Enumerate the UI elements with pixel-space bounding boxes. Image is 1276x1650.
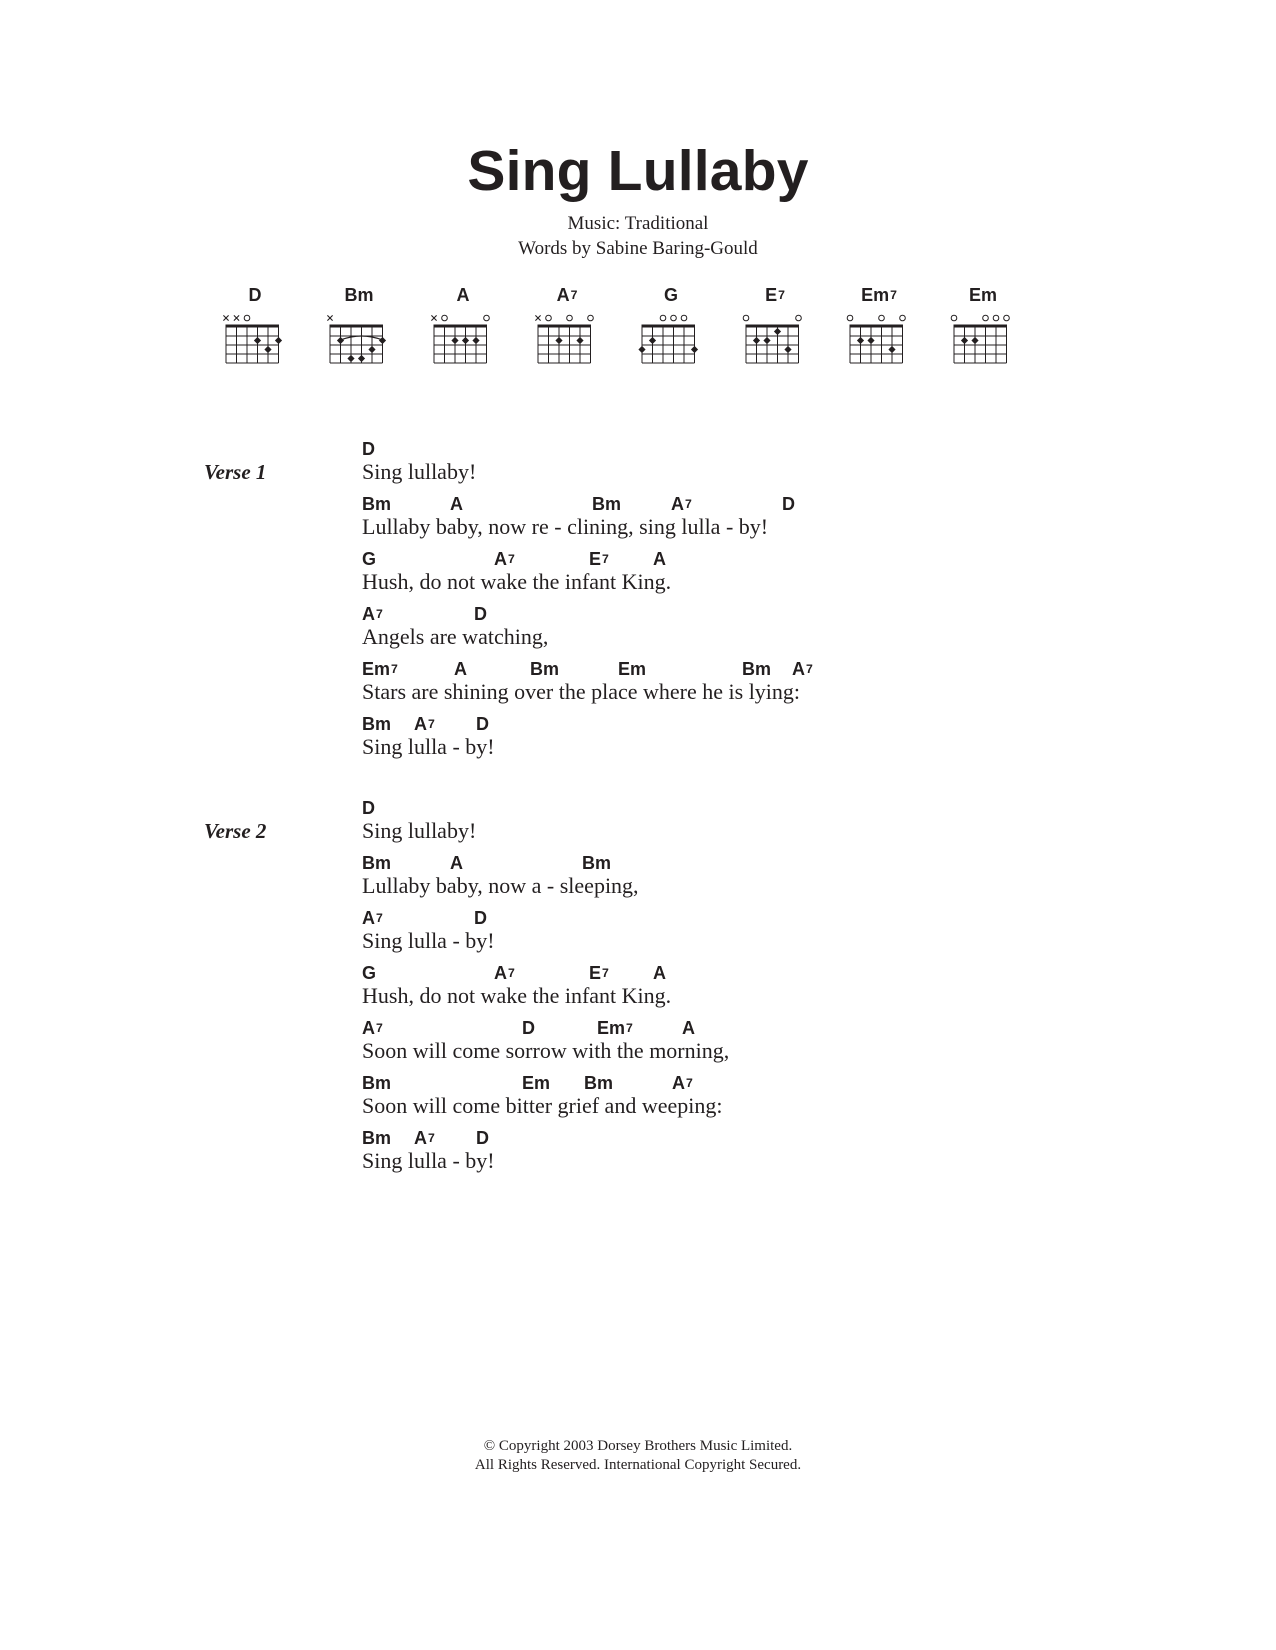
open-string-marker xyxy=(567,315,573,321)
chord-root: Bm xyxy=(530,659,560,679)
chord-root: A xyxy=(494,549,507,569)
finger-dot xyxy=(451,337,458,344)
nut xyxy=(954,325,1008,328)
chord-root: D xyxy=(362,798,375,818)
chord-root: A xyxy=(682,1018,695,1038)
open-string-marker xyxy=(879,315,885,321)
chord-root: A xyxy=(362,908,375,928)
chord-root: A xyxy=(450,853,463,873)
chord-root: E xyxy=(589,549,602,569)
chord-root: Bm xyxy=(362,1128,392,1148)
finger-dot xyxy=(264,346,271,353)
chord-diagram-name xyxy=(225,285,285,305)
muted-string-marker xyxy=(234,315,239,320)
chord-symbol xyxy=(362,713,391,735)
finger-dot xyxy=(462,337,469,344)
chord-root: Bm xyxy=(362,853,392,873)
finger-dot xyxy=(368,346,375,353)
chord-root: A xyxy=(653,963,666,983)
chord-root: A xyxy=(454,659,467,679)
chord-extension: 7 xyxy=(376,910,383,925)
finger-dot xyxy=(347,355,354,362)
chord-root: D xyxy=(362,439,375,459)
chord-root: D xyxy=(782,494,795,514)
chord-diagram-name xyxy=(849,285,909,305)
finger-dot xyxy=(753,337,760,344)
chord-symbol xyxy=(653,962,666,984)
chord-symbol xyxy=(589,548,609,570)
open-string-marker xyxy=(660,315,666,321)
section-label: Verse 1 xyxy=(204,460,267,484)
chord-diagram xyxy=(329,285,399,365)
chord-root: Bm xyxy=(592,494,622,514)
chord-diagram xyxy=(849,285,919,365)
chord-root: A xyxy=(494,963,507,983)
chord-diagram xyxy=(953,285,1023,365)
finger-dot xyxy=(275,337,282,344)
chord-root: D xyxy=(476,1128,489,1148)
chord-diagram xyxy=(641,285,711,365)
chord-symbol xyxy=(782,493,795,515)
chord-symbol xyxy=(362,907,383,929)
chord-extension: 7 xyxy=(376,1020,383,1035)
chord-root: D xyxy=(474,908,487,928)
chord-symbol xyxy=(362,493,391,515)
open-string-marker xyxy=(993,315,999,321)
chord-root: A xyxy=(362,1018,375,1038)
open-string-marker xyxy=(951,315,957,321)
lyric-text: Hush, do not wake the infant King. xyxy=(362,983,672,1008)
chord-root: A xyxy=(414,714,427,734)
music-credit: Music: Traditional xyxy=(567,213,709,234)
chord-diagram-name xyxy=(641,285,701,305)
lyric-text: Sing lullaby! xyxy=(362,818,477,843)
chord-symbol xyxy=(414,1127,435,1149)
chord-symbol xyxy=(530,658,559,680)
chord-extension: 7 xyxy=(508,965,515,980)
fretboard-grid xyxy=(427,303,499,369)
finger-dot xyxy=(472,337,479,344)
chord-symbol xyxy=(682,1017,695,1039)
fretboard-grid xyxy=(947,303,1019,369)
chord-symbol xyxy=(362,962,376,984)
chord-symbol xyxy=(362,852,391,874)
finger-dot xyxy=(555,337,562,344)
chord-extension: 7 xyxy=(508,551,515,566)
open-string-marker xyxy=(244,315,250,321)
chord-symbol xyxy=(792,658,813,680)
finger-dot xyxy=(763,337,770,344)
fretboard-grid xyxy=(531,303,603,369)
open-string-marker xyxy=(796,315,802,321)
open-string-marker xyxy=(900,315,906,321)
finger-dot xyxy=(649,337,656,344)
section-label: Verse 2 xyxy=(204,819,267,843)
chord-symbol xyxy=(476,1127,489,1149)
open-string-marker xyxy=(484,315,490,321)
chord-extension: 7 xyxy=(428,716,435,731)
chord-root: A xyxy=(792,659,805,679)
chord-symbol xyxy=(414,713,435,735)
open-string-marker xyxy=(743,315,749,321)
chord-diagram-name xyxy=(953,285,1013,305)
chord-symbol xyxy=(589,962,609,984)
chord-root: E xyxy=(589,963,602,983)
nut xyxy=(850,325,904,328)
chord-root: Bm xyxy=(362,714,392,734)
nut xyxy=(746,325,800,328)
nut xyxy=(226,325,280,328)
chord-diagram xyxy=(745,285,815,365)
nut xyxy=(538,325,592,328)
muted-string-marker xyxy=(327,315,332,320)
lyric-text: Stars are shining over the place where he is lying: xyxy=(362,679,801,704)
chord-symbol xyxy=(522,1017,535,1039)
finger-dot xyxy=(691,346,698,353)
chord-extension: 7 xyxy=(428,1130,435,1145)
copyright-line: © Copyright 2003 Dorsey Brothers Music Limited. xyxy=(483,1438,793,1454)
chord-root: D xyxy=(474,604,487,624)
chord-symbol xyxy=(522,1072,550,1094)
chord-root: A xyxy=(456,285,470,305)
lyric-text: Soon will come sorrow with the morning, xyxy=(362,1038,730,1063)
chord-symbol xyxy=(671,493,692,515)
chord-root: Em xyxy=(618,659,647,679)
lyric-text: Hush, do not wake the infant King. xyxy=(362,569,672,594)
chord-symbol xyxy=(362,1017,383,1039)
chord-symbol xyxy=(362,548,376,570)
chord-symbol xyxy=(362,1072,391,1094)
chord-root: G xyxy=(362,963,377,983)
chord-extension: 7 xyxy=(570,287,578,302)
lyric-text: Soon will come bitter grief and weeping: xyxy=(362,1093,723,1118)
open-string-marker xyxy=(442,315,448,321)
chord-root: Em xyxy=(522,1073,551,1093)
chord-symbol xyxy=(362,603,383,625)
chord-diagram-name xyxy=(745,285,805,305)
finger-dot xyxy=(774,328,781,335)
chord-symbol xyxy=(597,1017,633,1039)
chord-root: G xyxy=(362,549,377,569)
open-string-marker xyxy=(671,315,677,321)
words-credit: Words by Sabine Baring-Gould xyxy=(518,238,758,259)
finger-dot xyxy=(961,337,968,344)
finger-dot xyxy=(857,337,864,344)
lyric-text: Sing lullaby! xyxy=(362,459,477,484)
lyric-text: Lullaby baby, now a - sleeping, xyxy=(362,873,639,898)
chord-extension: 7 xyxy=(686,1075,693,1090)
finger-dot xyxy=(358,355,365,362)
chord-extension: 7 xyxy=(391,661,398,676)
muted-string-marker xyxy=(535,315,540,320)
chord-diagram xyxy=(537,285,607,365)
chord-root: A xyxy=(414,1128,427,1148)
chord-root: Em xyxy=(362,659,391,679)
chord-root: D xyxy=(522,1018,535,1038)
chord-extension: 7 xyxy=(778,287,785,302)
chord-symbol xyxy=(450,852,463,874)
fretboard-grid xyxy=(739,303,811,369)
chord-extension: 7 xyxy=(602,965,609,980)
fretboard-grid xyxy=(219,303,291,369)
nut xyxy=(434,325,488,328)
chord-symbol xyxy=(362,797,375,819)
chord-symbol xyxy=(494,548,515,570)
lyric-text: Sing lulla - by! xyxy=(362,928,495,953)
chord-symbol xyxy=(494,962,515,984)
chord-chart-row xyxy=(225,285,1025,370)
chord-symbol xyxy=(362,1127,391,1149)
chord-symbol xyxy=(474,603,487,625)
chord-symbol xyxy=(584,1072,613,1094)
chord-root: Bm xyxy=(362,1073,392,1093)
chord-extension: 7 xyxy=(685,496,692,511)
chord-root: Em xyxy=(861,285,890,305)
open-string-marker xyxy=(588,315,594,321)
lyric-text: Sing lulla - by! xyxy=(362,734,495,759)
fretboard-grid xyxy=(323,303,395,369)
chord-symbol xyxy=(592,493,621,515)
chord-root: A xyxy=(653,549,666,569)
chord-symbol xyxy=(618,658,646,680)
chord-symbol xyxy=(742,658,771,680)
finger-dot xyxy=(379,337,386,344)
chord-root: A xyxy=(556,285,570,305)
fretboard-grid xyxy=(635,303,707,369)
open-string-marker xyxy=(983,315,989,321)
fretboard-grid xyxy=(843,303,915,369)
chord-symbol xyxy=(362,658,398,680)
chord-symbol xyxy=(454,658,467,680)
chord-extension: 7 xyxy=(806,661,813,676)
chord-symbol xyxy=(474,907,487,929)
chord-root: E xyxy=(765,285,778,305)
chord-diagram-name xyxy=(329,285,389,305)
finger-dot xyxy=(867,337,874,344)
chord-symbol xyxy=(362,438,375,460)
finger-dot xyxy=(638,346,645,353)
finger-dot xyxy=(576,337,583,344)
chord-root: A xyxy=(671,494,684,514)
finger-dot xyxy=(254,337,261,344)
chord-extension: 7 xyxy=(602,551,609,566)
chord-root: Em xyxy=(597,1018,626,1038)
chord-root: Bm xyxy=(584,1073,614,1093)
song-title: Sing Lullaby xyxy=(467,139,809,203)
open-string-marker xyxy=(847,315,853,321)
lyric-text: Lullaby baby, now re - clining, sing lulla - by! xyxy=(362,514,769,539)
chord-root: A xyxy=(672,1073,685,1093)
chord-root: A xyxy=(362,604,375,624)
muted-string-marker xyxy=(223,315,228,320)
open-string-marker xyxy=(1004,315,1010,321)
open-string-marker xyxy=(681,315,687,321)
chord-extension: 7 xyxy=(626,1020,633,1035)
chord-root: D xyxy=(476,714,489,734)
chord-symbol xyxy=(672,1072,693,1094)
chord-root: D xyxy=(248,285,262,305)
finger-dot xyxy=(971,337,978,344)
chord-root: A xyxy=(450,494,463,514)
chord-symbol xyxy=(653,548,666,570)
chord-extension: 7 xyxy=(890,287,897,302)
chord-diagram xyxy=(433,285,503,365)
nut xyxy=(642,325,696,328)
lyric-text: Sing lulla - by! xyxy=(362,1148,495,1173)
chord-root: Bm xyxy=(582,853,612,873)
finger-dot xyxy=(337,337,344,344)
chord-symbol xyxy=(476,713,489,735)
rights-line: All Rights Reserved. International Copyright Secured. xyxy=(474,1457,802,1473)
lyric-text: Angels are watching, xyxy=(362,624,549,649)
chord-root: Bm xyxy=(742,659,772,679)
chord-symbol xyxy=(582,852,611,874)
chord-diagram xyxy=(225,285,295,365)
chord-diagram-name xyxy=(537,285,597,305)
muted-string-marker xyxy=(431,315,436,320)
chord-root: Bm xyxy=(362,494,392,514)
open-string-marker xyxy=(546,315,552,321)
chord-root: Em xyxy=(968,285,997,305)
chord-diagram-name xyxy=(433,285,493,305)
chord-symbol xyxy=(450,493,463,515)
finger-dot xyxy=(784,346,791,353)
finger-dot xyxy=(888,346,895,353)
nut xyxy=(330,325,384,328)
chord-root: G xyxy=(663,285,678,305)
chord-root: Bm xyxy=(344,285,374,305)
chord-extension: 7 xyxy=(376,606,383,621)
